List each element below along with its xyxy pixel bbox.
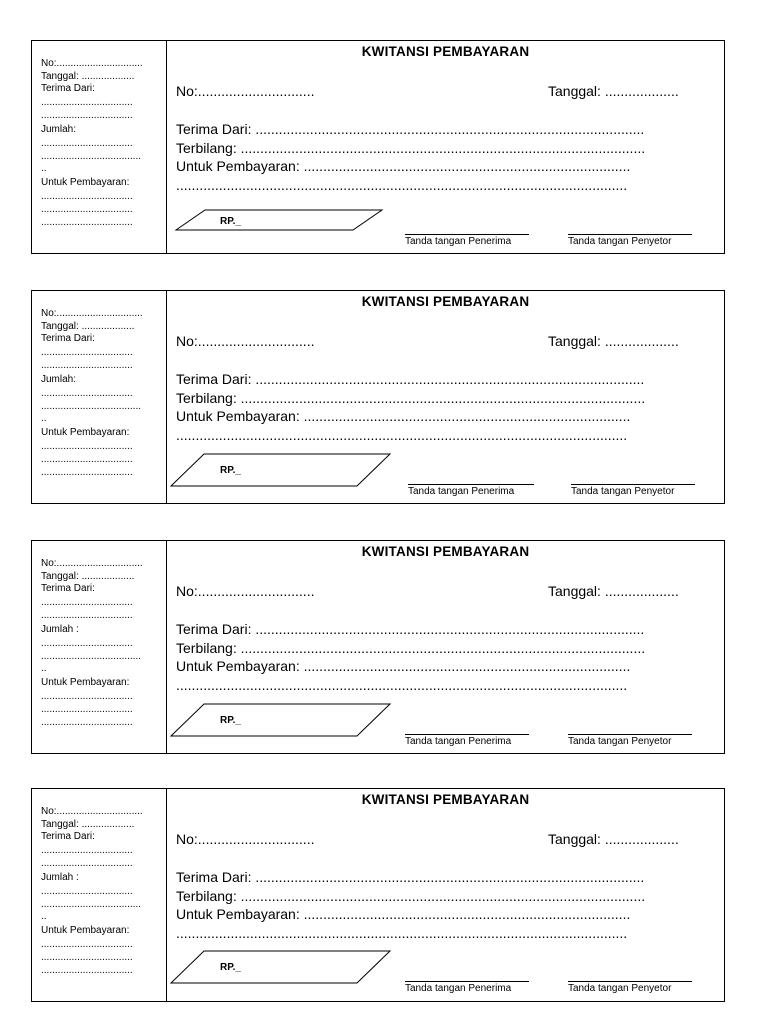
stub-amount-label: Jumlah:: [41, 374, 77, 385]
stub-date: Tanggal: ...................: [41, 571, 135, 582]
stub-purpose-line: .................................: [41, 191, 133, 202]
amount-currency-label: RP._: [220, 715, 241, 726]
receipt-main: [167, 291, 724, 503]
stub-purpose-line: .................................: [41, 965, 133, 976]
extra-line: ....................................................................................................................: [176, 677, 628, 693]
receipt-date-field: Tanggal: ...................: [548, 83, 679, 99]
stub-from-label: Terima Dari:: [41, 831, 95, 842]
stub-purpose-line: .................................: [41, 939, 133, 950]
stub-purpose-line: .................................: [41, 691, 133, 702]
stub-purpose-line: .................................: [41, 467, 133, 478]
amount-box: [175, 208, 385, 232]
stub-amount-line: .................................: [41, 886, 133, 897]
stub-from-label: Terima Dari:: [41, 83, 95, 94]
stub-from-line: .................................: [41, 360, 133, 371]
receiver-signature: Tanda tangan Penerima: [405, 981, 529, 995]
amount-in-words-field: Terbilang: ........................................................................................................: [176, 640, 646, 656]
stub-purpose-line: .................................: [41, 717, 133, 728]
receipt-date-field: Tanggal: ...................: [548, 831, 679, 847]
payment-purpose-field: Untuk Pembayaran: ....................................................................................: [176, 408, 631, 424]
stub-purpose-line: .................................: [41, 204, 133, 215]
received-from-field: Terima Dari: ....................................................................................................: [176, 371, 645, 387]
stub-purpose-line: .................................: [41, 217, 133, 228]
receipt-2: [31, 290, 725, 504]
stub-from-line: .................................: [41, 858, 133, 869]
stub-from-line: .................................: [41, 347, 133, 358]
payment-purpose-field: Untuk Pembayaran: ....................................................................................: [176, 906, 631, 922]
payment-purpose-field: Untuk Pembayaran: ....................................................................................: [176, 658, 631, 674]
extra-line: ....................................................................................................................: [176, 427, 628, 443]
stub-amount-label: Jumlah:: [41, 124, 77, 135]
receipt-number-field: No:..............................: [176, 831, 315, 847]
stub-purpose-line: .................................: [41, 441, 133, 452]
amount-in-words-field: Terbilang: ........................................................................................................: [176, 140, 646, 156]
receipt-stub: [32, 41, 167, 253]
stub-no: No:...............................: [41, 806, 143, 817]
amount-box: [170, 949, 392, 985]
received-from-field: Terima Dari: ....................................................................................................: [176, 621, 645, 637]
amount-currency-label: RP._: [220, 216, 241, 227]
receipt-main: [167, 789, 724, 1001]
receipt-title: KWITANSI PEMBAYARAN: [361, 44, 530, 59]
stub-amount-line: ..: [41, 413, 47, 424]
stub-amount-label: Jumlah :: [41, 624, 79, 635]
receipt-main: [167, 41, 724, 253]
receipt-stub: [32, 541, 167, 753]
payer-signature: Tanda tangan Penyetor: [568, 981, 692, 995]
stub-from-line: .................................: [41, 97, 133, 108]
extra-line: ....................................................................................................................: [176, 177, 628, 193]
payer-signature: Tanda tangan Penyetor: [568, 234, 692, 248]
amount-currency-label: RP._: [220, 962, 241, 973]
stub-no: No:...............................: [41, 58, 143, 69]
amount-box: [170, 702, 392, 738]
stub-amount-line: ....................................: [41, 899, 142, 910]
stub-amount-line: .................................: [41, 138, 133, 149]
receipt-number-field: No:..............................: [176, 333, 315, 349]
stub-amount-line: ..: [41, 663, 47, 674]
stub-from-line: .................................: [41, 597, 133, 608]
stub-amount-line: ....................................: [41, 651, 142, 662]
receipt-title: KWITANSI PEMBAYARAN: [361, 294, 530, 309]
received-from-field: Terima Dari: ....................................................................................................: [176, 121, 645, 137]
stub-amount-line: .................................: [41, 638, 133, 649]
stub-purpose-label: Untuk Pembayaran:: [41, 427, 130, 438]
receipt-3: [31, 540, 725, 754]
stub-amount-line: .................................: [41, 388, 133, 399]
stub-date: Tanggal: ...................: [41, 819, 135, 830]
extra-line: ....................................................................................................................: [176, 925, 628, 941]
receipt-number-field: No:..............................: [176, 583, 315, 599]
stub-purpose-line: .................................: [41, 454, 133, 465]
stub-amount-line: ....................................: [41, 151, 142, 162]
receipt-date-field: Tanggal: ...................: [548, 583, 679, 599]
amount-currency-label: RP._: [220, 465, 241, 476]
stub-from-line: .................................: [41, 610, 133, 621]
stub-purpose-label: Untuk Pembayaran:: [41, 177, 130, 188]
receipt-main: [167, 541, 724, 753]
stub-no: No:...............................: [41, 308, 143, 319]
stub-date: Tanggal: ...................: [41, 321, 135, 332]
stub-from-label: Terima Dari:: [41, 583, 95, 594]
amount-in-words-field: Terbilang: ........................................................................................................: [176, 888, 646, 904]
stub-purpose-line: .................................: [41, 952, 133, 963]
stub-amount-line: ....................................: [41, 401, 142, 412]
payer-signature: Tanda tangan Penyetor: [571, 484, 695, 498]
receipt-stub: [32, 291, 167, 503]
stub-amount-line: ..: [41, 911, 47, 922]
amount-in-words-field: Terbilang: ........................................................................................................: [176, 390, 646, 406]
receipt-number-field: No:..............................: [176, 83, 315, 99]
stub-from-line: .................................: [41, 845, 133, 856]
stub-purpose-label: Untuk Pembayaran:: [41, 677, 130, 688]
receiver-signature: Tanda tangan Penerima: [408, 484, 534, 498]
amount-box: [170, 452, 392, 488]
received-from-field: Terima Dari: ....................................................................................................: [176, 869, 645, 885]
receipt-title: KWITANSI PEMBAYARAN: [361, 544, 530, 559]
receipt-title: KWITANSI PEMBAYARAN: [361, 792, 530, 807]
receiver-signature: Tanda tangan Penerima: [405, 234, 529, 248]
receiver-signature: Tanda tangan Penerima: [405, 734, 529, 748]
stub-amount-line: ..: [41, 163, 47, 174]
receipt-1: [31, 40, 725, 254]
stub-no: No:...............................: [41, 558, 143, 569]
stub-date: Tanggal: ...................: [41, 71, 135, 82]
stub-from-label: Terima Dari:: [41, 333, 95, 344]
stub-purpose-label: Untuk Pembayaran:: [41, 925, 130, 936]
receipt-date-field: Tanggal: ...................: [548, 333, 679, 349]
receipt-stub: [32, 789, 167, 1001]
stub-amount-label: Jumlah :: [41, 872, 79, 883]
payment-purpose-field: Untuk Pembayaran: ....................................................................................: [176, 158, 631, 174]
stub-purpose-line: .................................: [41, 704, 133, 715]
payer-signature: Tanda tangan Penyetor: [568, 734, 692, 748]
receipt-4: [31, 788, 725, 1002]
stub-from-line: .................................: [41, 110, 133, 121]
